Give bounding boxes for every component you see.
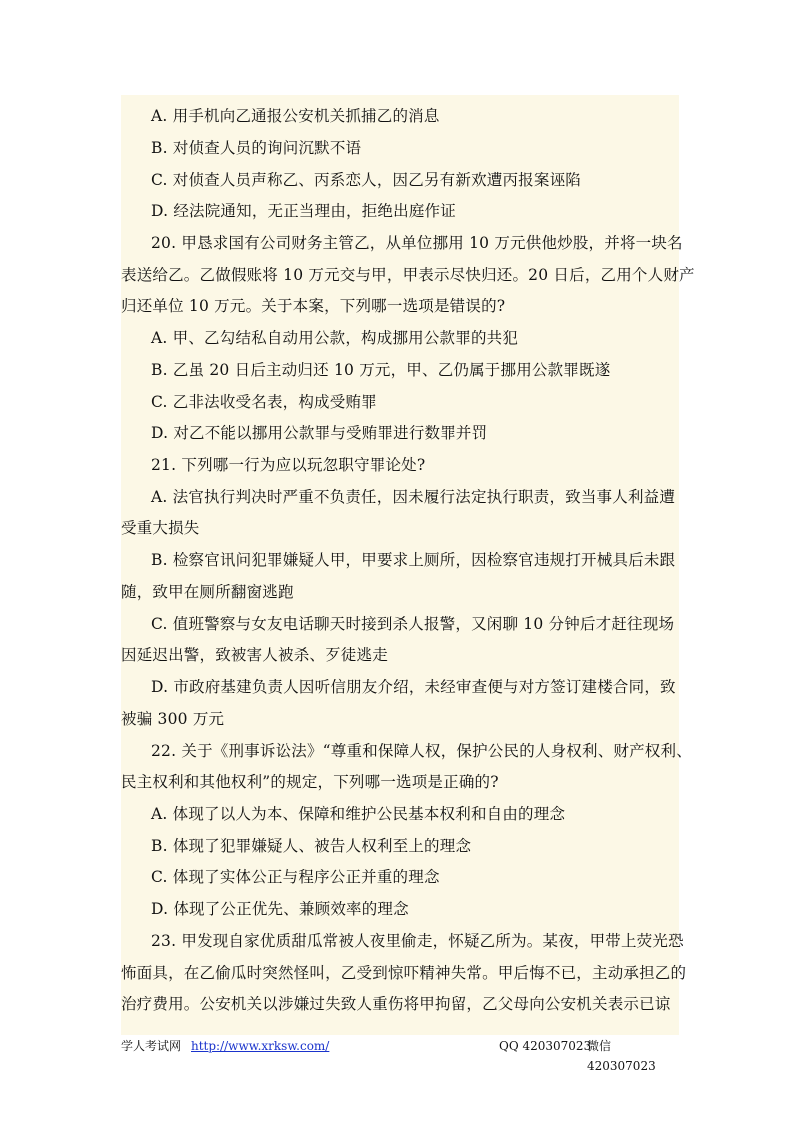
text-line: B. 体现了犯罪嫌疑人、被告人权利至上的理念 — [151, 837, 472, 855]
text-line: 23. 甲发现自家优质甜瓜常被人夜里偷走，怀疑乙所为。某夜，甲带上荧光恐 — [151, 932, 684, 950]
text-line: 表送给乙。乙做假账将 10 万元交与甲，甲表示尽快归还。20 日后，乙用个人财产 — [121, 266, 695, 284]
text-line: 22. 关于《刑事诉讼法》“尊重和保障人权，保护公民的人身权利、财产权利、 — [151, 742, 692, 760]
text-line: 怖面具，在乙偷瓜时突然怪叫，乙受到惊吓精神失常。甲后悔不已，主动承担乙的 — [121, 964, 687, 982]
text-line: C. 对侦查人员声称乙、丙系恋人，因乙另有新欢遭丙报案诬陷 — [151, 171, 581, 189]
text-line: 21. 下列哪一行为应以玩忽职守罪论处? — [151, 456, 426, 474]
text-line: D. 经法院通知，无正当理由，拒绝出庭作证 — [151, 202, 456, 220]
text-line: C. 乙非法收受名表，构成受贿罪 — [151, 393, 377, 411]
footer-qq: QQ 420307023 — [499, 1039, 592, 1053]
text-line: A. 法官执行判决时严重不负责任，因未履行法定执行职责，致当事人利益遭 — [151, 488, 676, 506]
text-line: C. 体现了实体公正与程序公正并重的理念 — [151, 868, 440, 886]
text-line: D. 体现了公正优先、兼顾效率的理念 — [151, 900, 409, 918]
text-line: 治疗费用。公安机关以涉嫌过失致人重伤将甲拘留，乙父母向公安机关表示已谅 — [121, 995, 671, 1013]
text-line: 民主权利和其他权利”的规定，下列哪一选项是正确的? — [121, 773, 499, 791]
text-line: D. 市政府基建负责人因听信朋友介绍，未经审查便与对方签订建楼合同，致 — [151, 678, 676, 696]
text-line: B. 对侦查人员的询问沉默不语 — [151, 139, 362, 157]
document-page — [121, 95, 695, 1035]
text-line: 随，致甲在厕所翻窗逃跑 — [121, 583, 294, 601]
text-line: 因延迟出警，致被害人被杀、歹徒逃走 — [121, 646, 388, 664]
text-line: C. 值班警察与女友电话聊天时接到杀人报警，又闲聊 10 分钟后才赶往现场 — [151, 615, 675, 633]
text-line: D. 对乙不能以挪用公款罪与受贿罪进行数罪并罚 — [151, 424, 488, 442]
footer-site-name: 学人考试网 — [121, 1039, 182, 1053]
text-line: 归还单位 10 万元。关于本案，下列哪一选项是错误的? — [121, 297, 506, 315]
text-line: B. 检察官讯问犯罪嫌疑人甲，甲要求上厕所，因检察官违规打开械具后未跟 — [151, 551, 676, 569]
text-line: 20. 甲恳求国有公司财务主管乙，从单位挪用 10 万元供他炒股，并将一块名 — [151, 234, 683, 252]
text-line: A. 体现了以人为本、保障和维护公民基本权利和自由的理念 — [151, 805, 566, 823]
footer-site-link[interactable]: http://www.xrksw.com/ — [191, 1039, 330, 1053]
page-footer — [121, 1036, 679, 1073]
text-line: 被骗 300 万元 — [121, 710, 225, 728]
text-line: 受重大损失 — [121, 519, 200, 537]
text-line: A. 甲、乙勾结私自动用公款，构成挪用公款罪的共犯 — [151, 329, 519, 347]
footer-wechat: 微信 420307023 — [587, 1039, 656, 1073]
text-line: A. 用手机向乙通报公安机关抓捕乙的消息 — [151, 107, 440, 125]
text-line: B. 乙虽 20 日后主动归还 10 万元，甲、乙仍属于挪用公款罪既遂 — [151, 361, 611, 379]
